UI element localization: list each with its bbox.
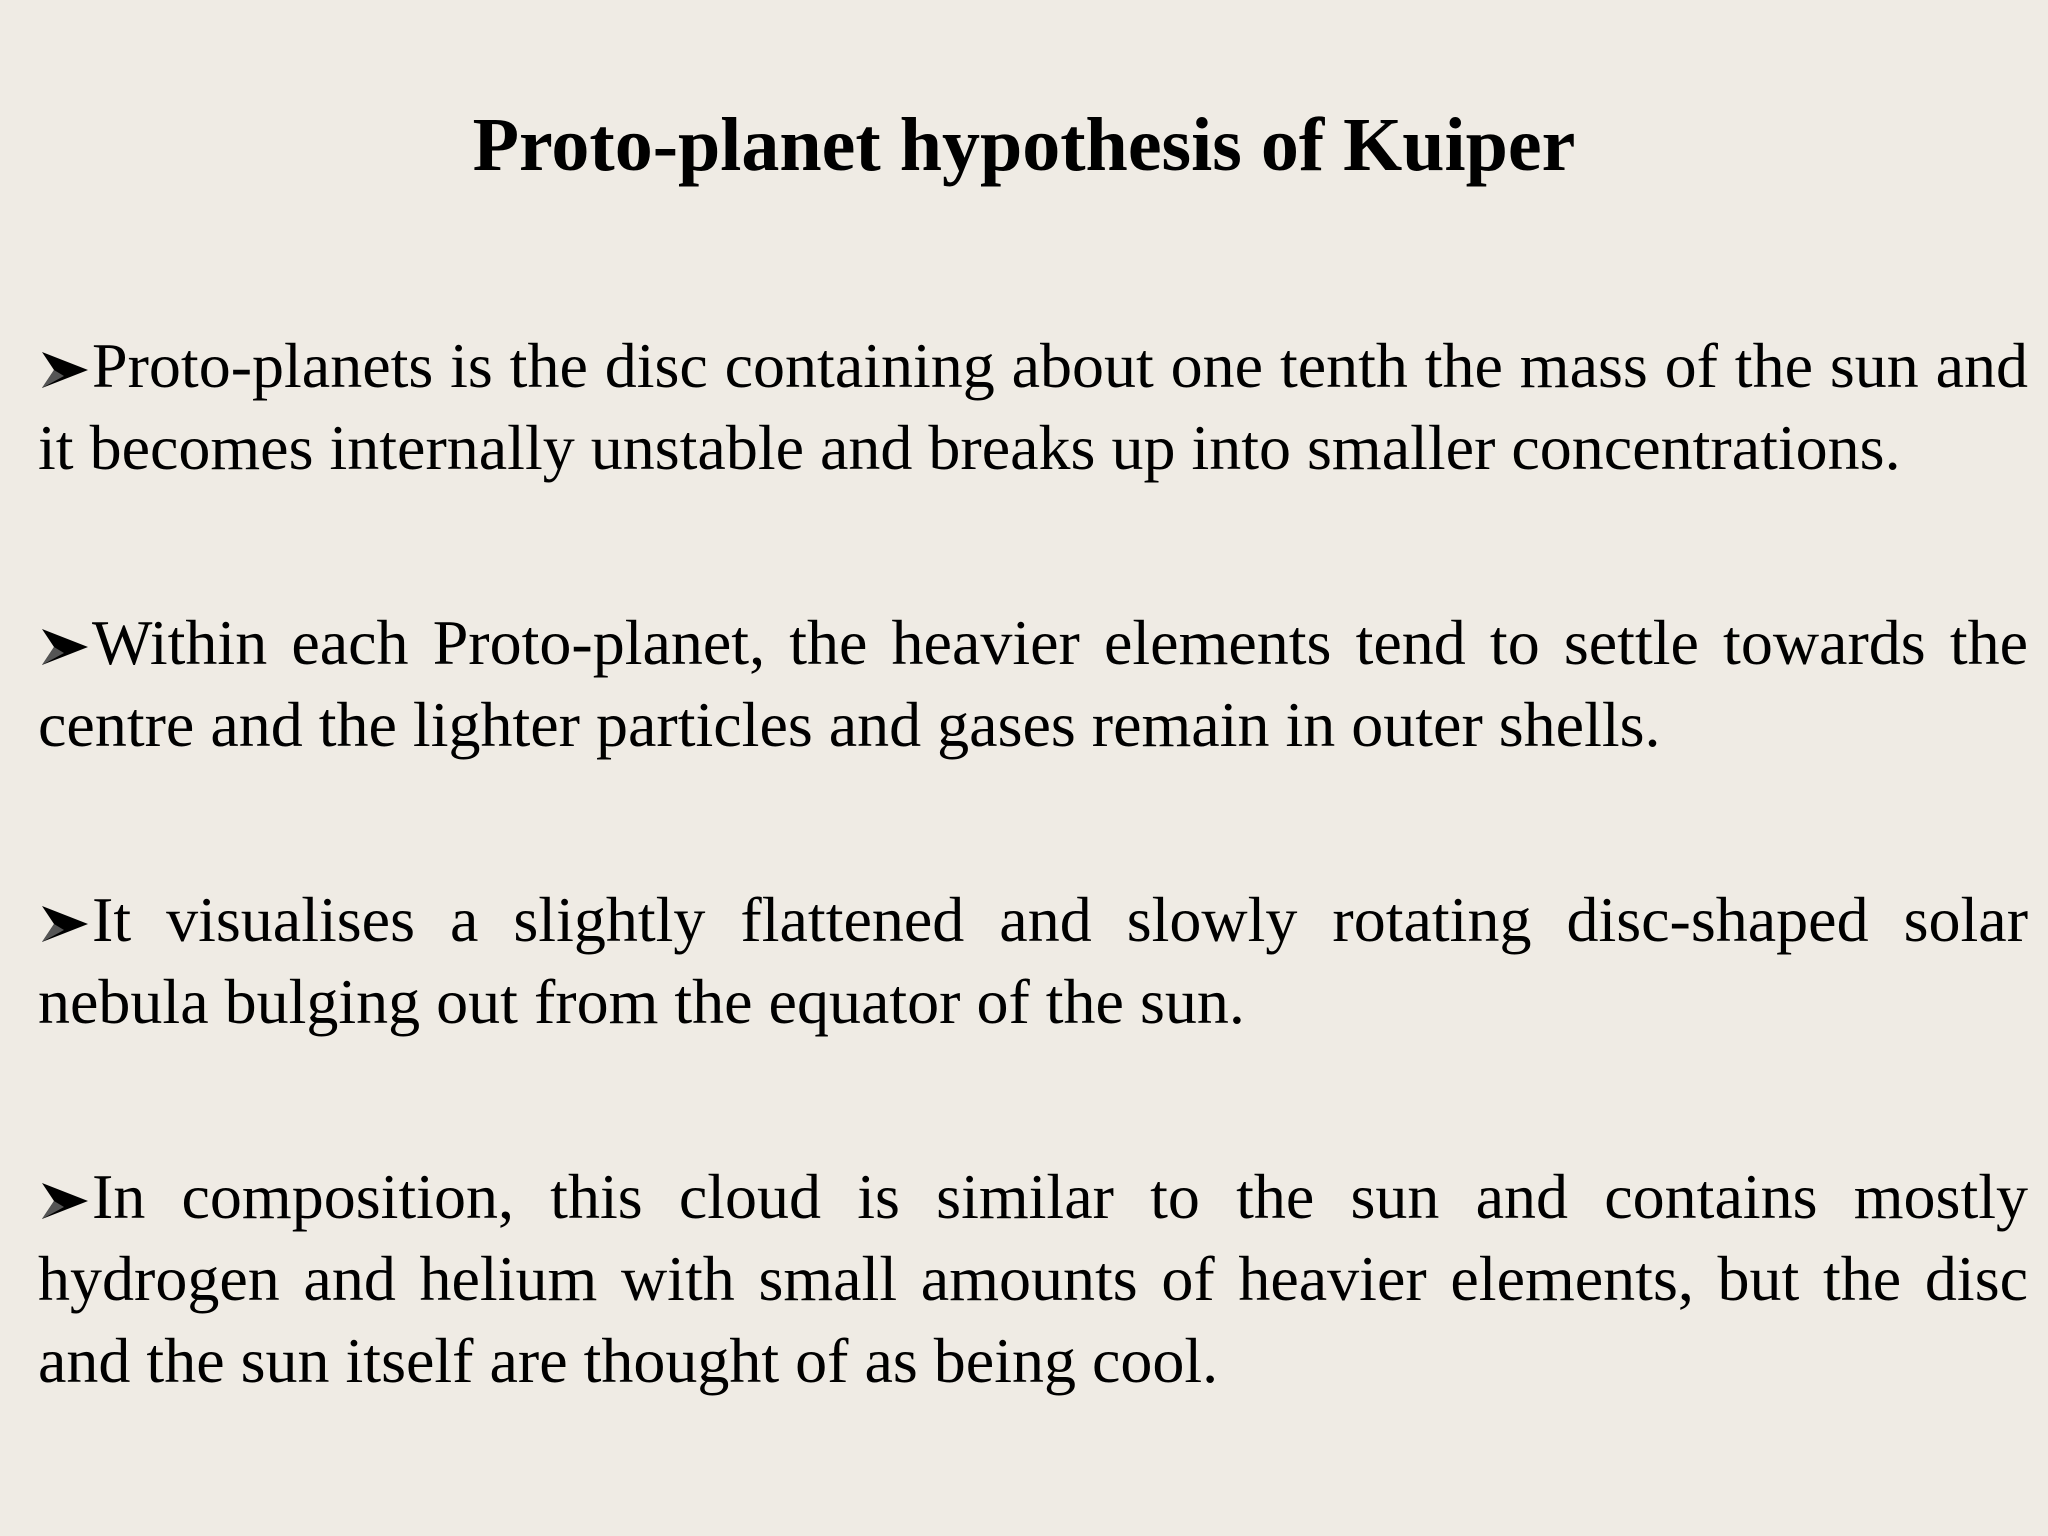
bullet-text: Within each Proto-planet, the heavier elements tend to settle towards the centre and the lighter particles and gases remain in outer shells. [38,607,2028,760]
bullet-text: Proto-planets is the disc containing about one tenth the mass of the sun and it becomes internally unstable and breaks up into smaller concentrations. [38,330,2028,483]
arrowhead-bullet-icon [38,1181,90,1221]
arrowhead-bullet-icon [38,627,90,667]
bullet-item [38,602,2028,766]
slide-title: Proto-planet hypothesis of Kuiper [472,103,1576,187]
bullet-item [38,879,2028,1043]
arrowhead-bullet-icon [38,350,90,390]
bullet-text: In composition, this cloud is similar to the sun and contains mostly hydrogen and helium with small amounts of heavier elements, but the disc and the sun itself are thought of as being cool. [38,1161,2028,1396]
bullet-item [38,1156,2028,1402]
bullet-item [38,325,2028,489]
bullet-text: It visualises a slightly flattened and slowly rotating disc-shaped solar nebula bulging out from the equator of the sun. [38,884,2028,1037]
bullet-list [38,325,2028,1402]
arrowhead-bullet-icon [38,904,90,944]
